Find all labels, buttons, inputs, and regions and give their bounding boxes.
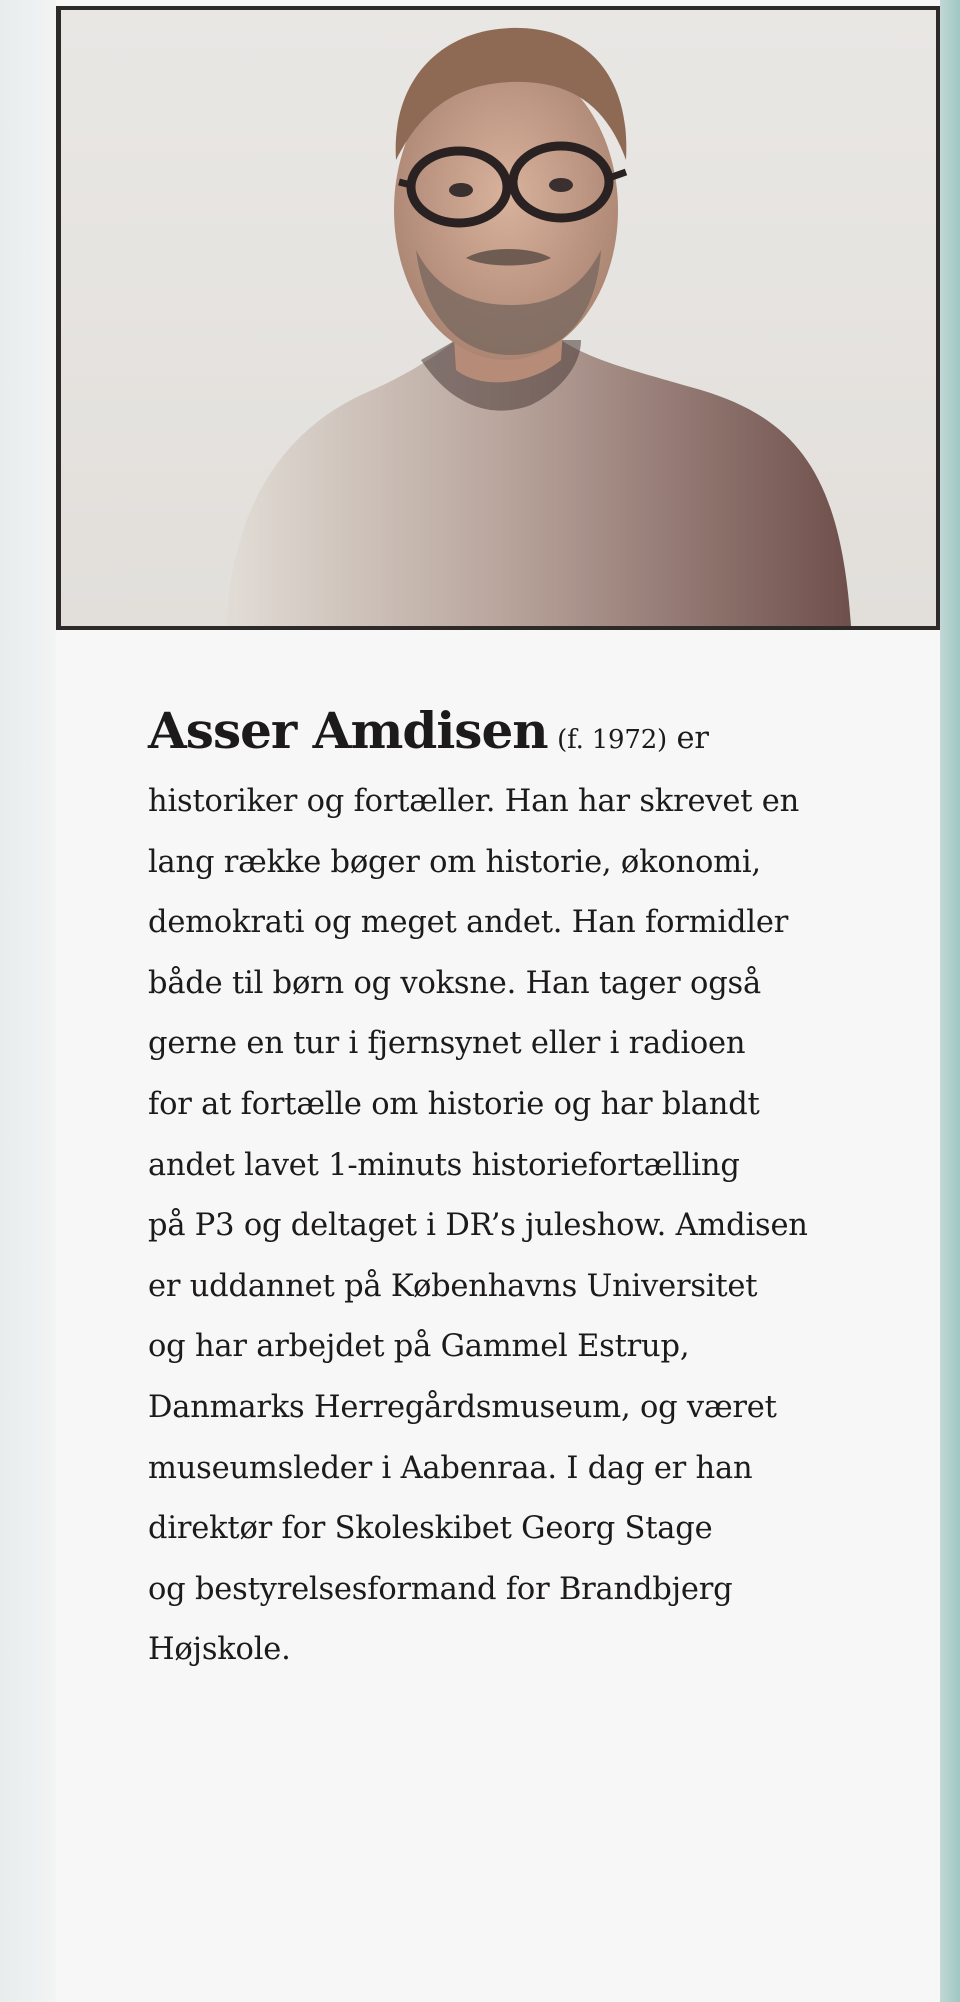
bio-line: direktør for Skoleskibet Georg Stage xyxy=(148,1511,713,1547)
bio-line: lang række bøger om historie, økonomi, xyxy=(148,844,761,880)
bio-first-line xyxy=(148,690,908,772)
author-bio xyxy=(148,690,908,1681)
author-portrait xyxy=(56,6,940,630)
bio-line: og bestyrelsesformand for Brandbjerg xyxy=(148,1571,733,1607)
bio-line: Højskole. xyxy=(148,1632,291,1668)
bio-line: både til børn og voksne. Han tager også xyxy=(148,965,761,1001)
bio-line: museumsleder i Aabenraa. I dag er han xyxy=(148,1450,753,1486)
bio-line: gerne en tur i fjernsynet eller i radioen xyxy=(148,1026,746,1062)
bio-first-line-tail: er xyxy=(676,721,709,756)
author-name: Asser Amdisen xyxy=(148,701,548,760)
bio-line: er uddannet på Københavns Universitet xyxy=(148,1268,758,1304)
page-edge-left xyxy=(0,0,56,2002)
author-portrait-drawing xyxy=(61,10,936,626)
bio-line: historiker og fortæller. Han har skrevet en xyxy=(148,784,800,819)
bio-line: Danmarks Herregårdsmuseum, og været xyxy=(148,1389,777,1425)
bio-line: andet lavet 1-minuts historiefortælling xyxy=(148,1147,740,1183)
book-flap xyxy=(56,0,940,2002)
bio-line: demokrati og meget andet. Han formidler xyxy=(148,905,789,941)
bio-line: på P3 og deltaget i DR’s juleshow. Amdisen xyxy=(148,1208,808,1244)
bio-line: for at fortælle om historie og har blandt xyxy=(148,1086,760,1122)
bio-line: og har arbejdet på Gammel Estrup, xyxy=(148,1329,690,1365)
author-birth-year: (f. 1972) xyxy=(557,725,668,755)
